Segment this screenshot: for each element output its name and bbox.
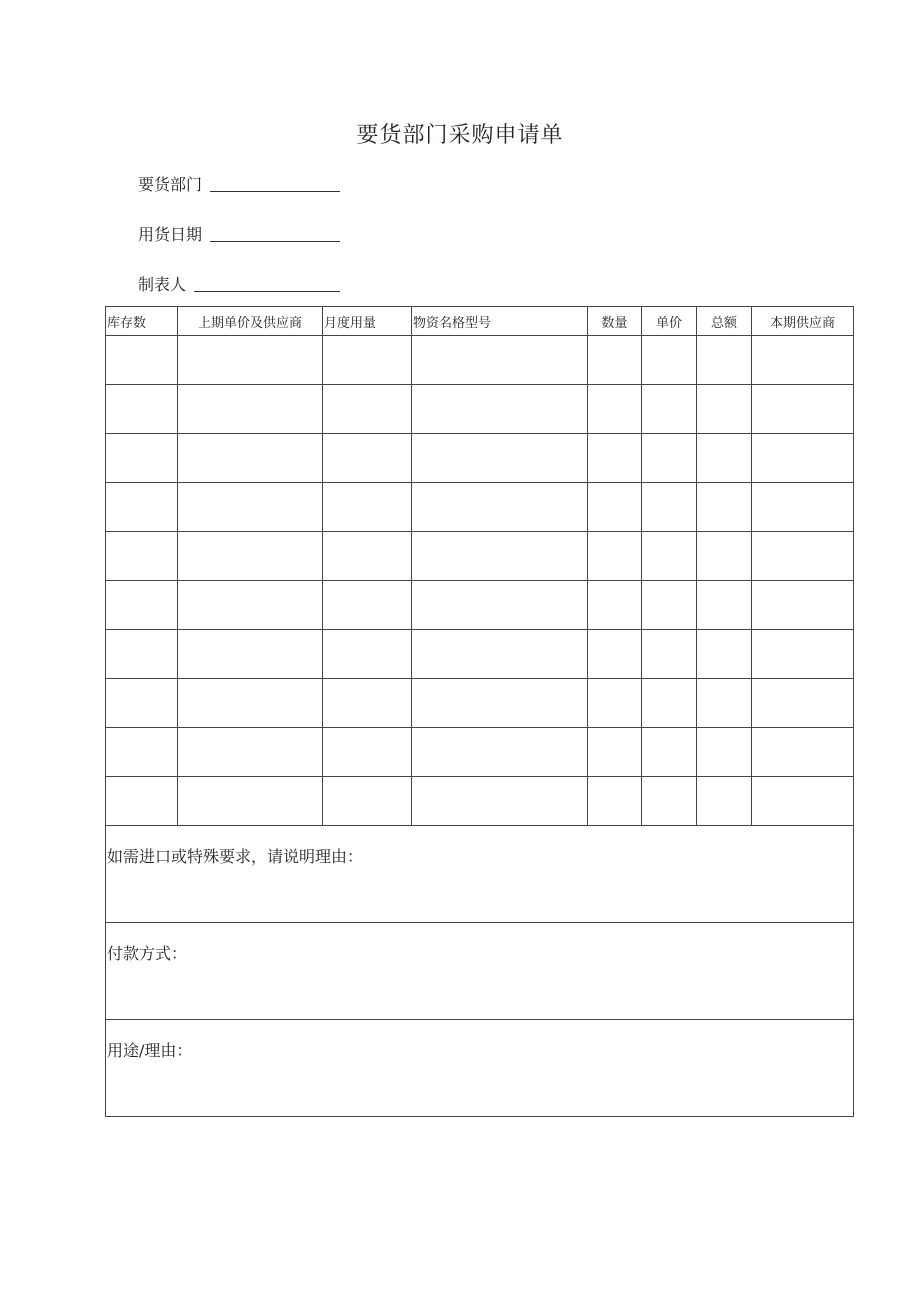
special-requirements-row [106, 826, 854, 923]
payment-method-cell[interactable] [106, 923, 854, 1020]
table-cell[interactable] [697, 336, 752, 385]
table-cell[interactable] [412, 483, 588, 532]
table-cell[interactable] [752, 777, 854, 826]
table-row [106, 777, 854, 826]
table-cell[interactable] [697, 728, 752, 777]
table-cell[interactable] [752, 728, 854, 777]
department-field [138, 172, 340, 195]
table-cell[interactable] [752, 630, 854, 679]
table-cell[interactable] [588, 581, 642, 630]
special-requirements-label: 如需进口或特殊要求，请说明理由： [107, 847, 364, 866]
table-cell[interactable] [323, 336, 412, 385]
payment-method-row [106, 923, 854, 1020]
table-row [106, 679, 854, 728]
table-cell[interactable] [106, 630, 178, 679]
table-cell[interactable] [642, 434, 697, 483]
table-cell[interactable] [178, 679, 323, 728]
table-cell[interactable] [642, 483, 697, 532]
table-row [106, 532, 854, 581]
table-cell[interactable] [412, 336, 588, 385]
payment-method-label: 付款方式： [107, 944, 188, 963]
table-cell[interactable] [412, 777, 588, 826]
table-cell[interactable] [642, 777, 697, 826]
date-label: 用货日期 [138, 225, 203, 244]
table-cell[interactable] [588, 483, 642, 532]
table-cell[interactable] [412, 532, 588, 581]
department-label: 要货部门 [138, 175, 203, 194]
table-cell[interactable] [323, 679, 412, 728]
table-row [106, 581, 854, 630]
table-cell[interactable] [588, 532, 642, 581]
purchase-table [105, 306, 854, 1117]
table-cell[interactable] [697, 777, 752, 826]
table-cell[interactable] [323, 630, 412, 679]
purpose-cell[interactable] [106, 1020, 854, 1117]
table-cell[interactable] [178, 532, 323, 581]
table-cell[interactable] [106, 483, 178, 532]
table-cell[interactable] [697, 630, 752, 679]
table-row [106, 483, 854, 532]
table-cell[interactable] [323, 532, 412, 581]
table-cell[interactable] [752, 385, 854, 434]
preparer-input-line[interactable] [194, 290, 340, 292]
header-total: 总额 [697, 307, 752, 336]
table-cell[interactable] [642, 532, 697, 581]
table-cell[interactable] [106, 532, 178, 581]
table-cell[interactable] [323, 385, 412, 434]
table-cell[interactable] [106, 385, 178, 434]
table-cell[interactable] [642, 385, 697, 434]
table-cell[interactable] [697, 483, 752, 532]
table-cell[interactable] [752, 434, 854, 483]
table-cell[interactable] [697, 385, 752, 434]
table-cell[interactable] [588, 679, 642, 728]
table-cell[interactable] [642, 630, 697, 679]
table-cell[interactable] [642, 336, 697, 385]
table-cell[interactable] [106, 434, 178, 483]
table-cell[interactable] [178, 483, 323, 532]
table-cell[interactable] [178, 581, 323, 630]
table-cell[interactable] [178, 630, 323, 679]
header-current-supplier: 本期供应商 [752, 307, 854, 336]
table-cell[interactable] [178, 777, 323, 826]
table-cell[interactable] [588, 434, 642, 483]
table-cell[interactable] [412, 728, 588, 777]
table-cell[interactable] [697, 532, 752, 581]
table-cell[interactable] [752, 581, 854, 630]
table-cell[interactable] [178, 434, 323, 483]
table-cell[interactable] [412, 630, 588, 679]
header-unit-price: 单价 [642, 307, 697, 336]
table-cell[interactable] [323, 483, 412, 532]
table-cell[interactable] [106, 679, 178, 728]
table-cell[interactable] [588, 728, 642, 777]
table-cell[interactable] [412, 434, 588, 483]
table-cell[interactable] [642, 581, 697, 630]
header-last-price-supplier: 上期单价及供应商 [178, 307, 323, 336]
table-cell[interactable] [752, 483, 854, 532]
table-cell[interactable] [323, 728, 412, 777]
table-cell[interactable] [178, 728, 323, 777]
form-title: 要货部门采购申请单 [356, 123, 564, 148]
header-quantity: 数量 [588, 307, 642, 336]
table-cell[interactable] [178, 385, 323, 434]
table-cell[interactable] [412, 679, 588, 728]
table-cell[interactable] [642, 679, 697, 728]
purpose-row [106, 1020, 854, 1117]
table-cell[interactable] [588, 777, 642, 826]
header-stock: 库存数 [106, 307, 178, 336]
table-cell[interactable] [752, 679, 854, 728]
table-cell[interactable] [588, 385, 642, 434]
table-cell[interactable] [588, 630, 642, 679]
special-requirements-cell[interactable] [106, 826, 854, 923]
table-cell[interactable] [412, 385, 588, 434]
preparer-label: 制表人 [138, 275, 187, 294]
table-cell[interactable] [323, 581, 412, 630]
purpose-label: 用途/理由： [107, 1041, 193, 1060]
preparer-field [138, 272, 340, 295]
date-input-line[interactable] [210, 240, 340, 242]
table-cell[interactable] [642, 728, 697, 777]
table-row [106, 630, 854, 679]
header-monthly-usage: 月度用量 [323, 307, 412, 336]
department-input-line[interactable] [210, 190, 340, 192]
table-cell[interactable] [323, 777, 412, 826]
table-cell[interactable] [697, 679, 752, 728]
header-item-spec: 物资名格型号 [412, 307, 588, 336]
table-cell[interactable] [588, 336, 642, 385]
table-cell[interactable] [178, 336, 323, 385]
table-cell[interactable] [106, 777, 178, 826]
table-cell[interactable] [106, 336, 178, 385]
table-cell[interactable] [412, 581, 588, 630]
table-cell[interactable] [752, 532, 854, 581]
table-cell[interactable] [697, 434, 752, 483]
table-cell[interactable] [697, 581, 752, 630]
table-row [106, 385, 854, 434]
table-cell[interactable] [752, 336, 854, 385]
table-cell[interactable] [323, 434, 412, 483]
date-field [138, 222, 340, 245]
table-row [106, 434, 854, 483]
table-cell[interactable] [106, 581, 178, 630]
table-row [106, 336, 854, 385]
table-cell[interactable] [106, 728, 178, 777]
table-row [106, 728, 854, 777]
table-header-row [106, 307, 854, 336]
